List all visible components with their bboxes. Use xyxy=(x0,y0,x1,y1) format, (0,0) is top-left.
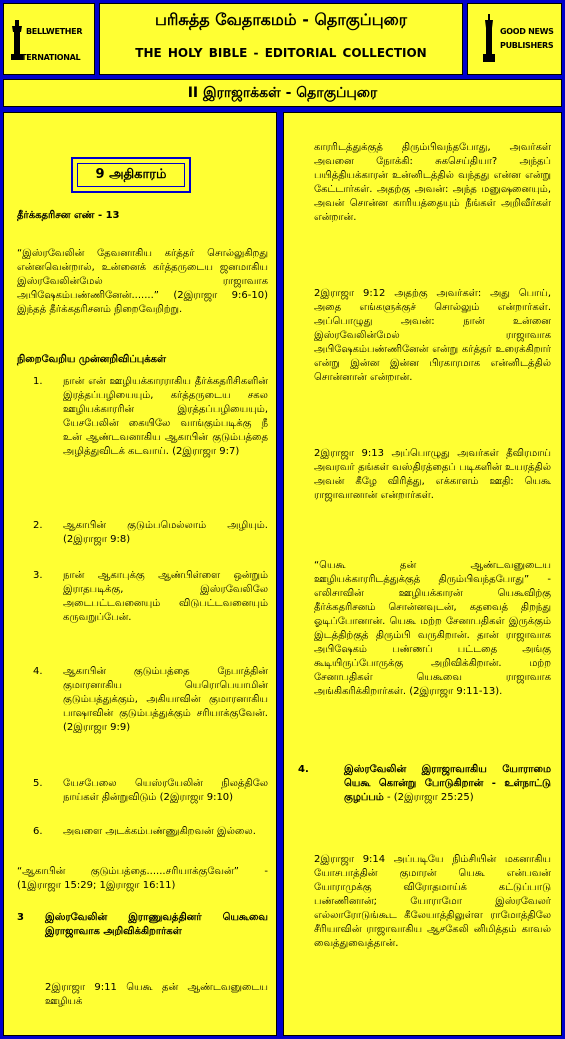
item-text: அவளை அடக்கம்பண்ணுகிறவன் இல்லை. xyxy=(63,826,256,837)
item-number: 6. xyxy=(33,826,43,837)
logo-line2: PUBLISHERS xyxy=(500,41,554,50)
item-text: ஆகாபின் குடும்பமெல்லாம் அழியும். (2இராஜா 9:8) xyxy=(63,520,268,545)
section-heading: இஸ்ரவேலின் இராணுவத்தினர் யெகூவை இராஜாவாக அறிவிக்கிறார்கள் xyxy=(45,912,268,937)
chapter-badge xyxy=(71,157,191,193)
book-subtitle-box xyxy=(3,79,562,107)
section-reference: - (2இராஜா 25:25) xyxy=(383,792,474,803)
logo-line1: GOOD NEWS xyxy=(500,27,554,36)
bellwether-logo-box xyxy=(3,3,95,75)
left-column xyxy=(3,112,277,1036)
book-subtitle: II இராஜாக்கள் - தொகுப்புரை xyxy=(187,85,378,101)
closing-quote: “ஆகாபின் குடும்பத்தை......சரியாக்குவேன்” - (1இராஜா 15:29; 1இராஜா 16:11) xyxy=(17,866,268,891)
bellwether-logo xyxy=(10,12,90,68)
paragraph: 2இராஜா 9:13 அப்பொழுது அவர்கள் தீவிரமாய் அவரவர் தங்கள் வஸ்திரத்தைப் படிகளின் உயரத்தில் அவன் கீழே விரித்து, எக்காளம் ஊதி: யெகூ ராஜாவானான் என்றார்கள். xyxy=(314,448,551,501)
paragraph: “யெகூ தன் ஆண்டவனுடைய ஊழியக்காரரிடத்துக்குத் திரும்பிவந்தபோது” - எலிசாவின் ஊழியக்காரன் யெகூவிற்கு தீர்க்கதரிசனம் சொன்னவுடன், கதவைத் திறந்து ஓடிப்போனான். யெகூ மற்ற சேனாபதிகள் இருக்கும் இடத்திற்குத் திரும்பி வருகிறான். தான் ராஜாவாக அபிஷேகம் பண்ணப் பட்டதை அங்கு கூடியிருப்போருக்கு அறிவிக்கிறான். மற்ற சேனாபதிகள் யெகூவை ராஜாவாக அங்கிகரிக்கிறார்கள். (2இராஜா 9:11-13). xyxy=(314,560,551,697)
item-number: 1. xyxy=(33,376,43,387)
paragraph: 2இராஜா 9:12 அதற்கு அவர்கள்: அது பொய், அதை எங்களுக்குச் சொல்லும் என்றார்கள். அப்பொழுது அவன்: நான் உன்னை இஸ்ரவேலின்மேல் ராஜாவாக அபிஷேகம்பண்ணினேன் என்று கர்த்தர் உரைக்கிறார் என்று இன்ன இன்ன பிரகாரமாக என்னிடத்தில் சொன்னான் என்றான். xyxy=(314,288,551,383)
item-number: 5. xyxy=(33,778,43,789)
right-column xyxy=(283,112,562,1036)
logo-line1: BELLWETHER xyxy=(26,27,83,36)
item-number: 2. xyxy=(33,520,43,531)
item-text: யேசபேலை யெஸ்ரயேலின் நிலத்திலே நாய்கள் தின்றுவிடும் (2இராஜா 9:10) xyxy=(63,778,268,803)
item-text: நான் ஆகாபுக்கு ஆண்பிள்ளை ஒன்றும் இராதபடிக்கு, இஸ்ரவேலிலே அடைபட்டவனையும் விடுபட்டவனையும் கருவறுப்பேன். xyxy=(63,570,268,623)
fulfilled-heading: நிறைவேறிய முன்னறிவிப்புக்கள் xyxy=(17,354,167,365)
prophecy-quote: “இஸ்ரவேலின் தேவனாகிய கர்த்தர் சொல்லுகிறது என்னவென்றால், உன்னைக் கர்த்தருடைய ஜனமாகிய இஸ்ரவேலின்மேல் ராஜாவாக அபிஷேகம்பண்ணினேன்.......” (2இராஜா 9:6-10) இந்தத் தீர்க்கதரிசனம் நிறைவேறிற்று. xyxy=(17,248,268,315)
item-number: 3. xyxy=(33,570,43,581)
header-title-box xyxy=(99,3,463,75)
item-text: நான் என் ஊழியக்காரராகிய தீர்க்கதரிசிகளின் இரத்தப்பழியையும், கர்த்தருடைய சகல ஊழியக்காரரின் இரத்தப்பழியையும், யேசபேலின் கையிலே வாங்கும்படிக்கு நீ உன் ஆண்டவனாகிய ஆகாபின் குடும்பத்தை அழித்துவிடக் கடவாய். (2இராஜா 9:7) xyxy=(63,376,268,457)
paragraph: 2இராஜா 9:14 அப்படியே நிம்சியின் மகனாகிய யோசபாத்தின் குமாரன் யெகூ என்பவன் யோராமுக்கு விரோதமாய்க் கட்டுப்பாடு பண்ணினான்; யோராமோ இஸ்ரவேலர் எல்லாரோடுங்கூட கீலேயாத்திலுள்ள ராமோத்திலே சீரியாவின் ராஜாவாகிய ஆசகேலி னிமித்தம் காவல் வைத்துவைத்தான். xyxy=(314,854,551,949)
title-tamil: பரிசுத்த வேதாகமம் - தொகுப்புரை xyxy=(154,10,408,29)
good-news-logo-box xyxy=(467,3,562,75)
section-3-text: 2இராஜா 9:11 யெகூ தன் ஆண்டவனுடைய ஊழியக் xyxy=(45,982,268,1007)
chapter-title: 9 அதிகாரம் xyxy=(77,163,185,187)
item-text: ஆகாபின் குடும்பத்தை நேபாத்தின் குமாரனாகிய யெரொபெயாமின் குடும்பத்துக்கும், அகியாவின் குமாரனாகிய பாஷாவின் குடும்பத்துக்கும் சரியாக்குவேன். (2இராஜா 9:9) xyxy=(63,666,268,733)
section-number: 4. xyxy=(298,764,309,775)
title-english: THE HOLY BIBLE - EDITORIAL COLLECTION xyxy=(135,46,427,60)
paragraph: காரரிடத்துக்குத் திரும்பிவந்தபோது, அவர்கள் அவனை நோக்கி: சுகசெய்தியா? அந்தப் பயித்தியக்காரன் உன்னிடத்தில் வந்தது என்ன என்று கேட்டார்கள். அதற்கு அவன்: அந்த மனுஷனையும், அவன் சொன்ன காரியத்தையும் நீங்கள் அறிவீர்கள் என்றான். xyxy=(314,142,551,223)
good-news-logo xyxy=(474,12,554,68)
section-number: 3 xyxy=(17,912,24,923)
item-number: 4. xyxy=(33,666,43,677)
prophecy-heading: தீர்க்கதரிசன எண் - 13 xyxy=(17,210,120,221)
tower-icon xyxy=(482,14,496,62)
section-heading: இஸ்ரவேலின் இராஜாவாகிய யோராமை யெகூ கொன்று போடுகிறான் - உள்நாட்டு குழப்பம் xyxy=(344,764,551,803)
logo-line2: INTERNATIONAL xyxy=(12,53,81,62)
